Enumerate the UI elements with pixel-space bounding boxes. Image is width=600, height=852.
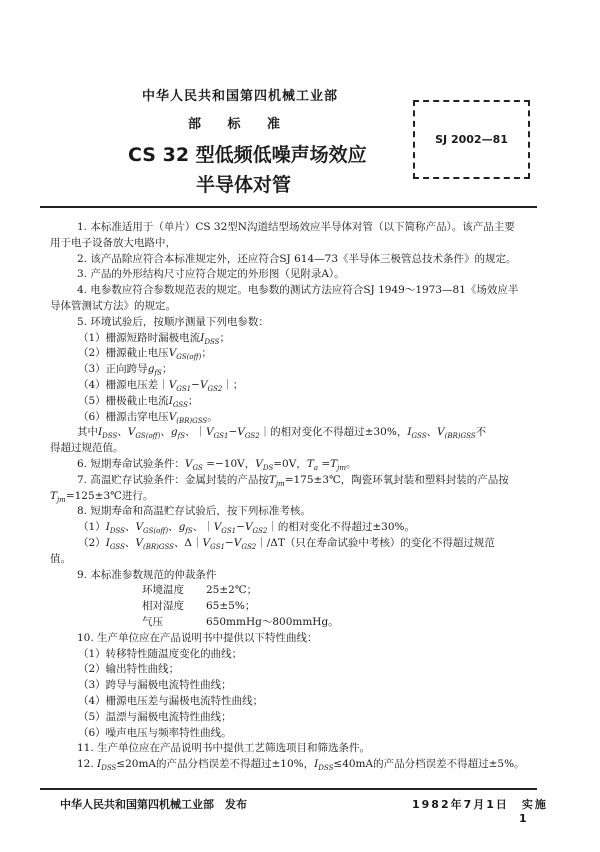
symbol-subscript: GSS (411, 432, 427, 441)
condition-label: 环境温度 (142, 584, 184, 597)
text-run: 导体管测试方法》的规定。 (50, 299, 176, 312)
symbol-subscript: a (313, 464, 319, 473)
symbol-subscript: GS(off) (176, 353, 202, 362)
text-run: （1） (78, 521, 106, 534)
symbol-main: V (202, 536, 211, 549)
text-run: 8. 短期寿命和高温贮存试验后，按下列标准考核。 (77, 505, 311, 518)
symbol (135, 521, 169, 536)
symbol (244, 521, 268, 536)
symbol (135, 536, 174, 552)
symbol-subscript: DSS (318, 764, 334, 773)
text-run: 65±5%； (206, 600, 256, 613)
symbol (233, 536, 257, 552)
symbol (213, 521, 237, 536)
text-run: 4. 电参数应符合参数规范表的规定。电参数的测试方法应符合SJ 1949～1973—81《场效应半 (77, 284, 519, 297)
footer-divider (40, 788, 537, 790)
symbol-subscript: GSS (172, 400, 188, 409)
symbol-main: T (268, 473, 276, 486)
text-run: （3）正向跨导 (78, 363, 148, 376)
text-run: ； (201, 347, 212, 360)
text-run: 12. (77, 758, 98, 771)
text-run: − (224, 536, 234, 549)
page-number: 1 (519, 812, 527, 825)
text-run: 2. 该产品除应符合本标准规定外，还应符合SJ 614—73《半导体三极管总技术条件》的规定。 (77, 252, 517, 265)
symbol-main: V (168, 378, 177, 391)
symbol-main: V (184, 457, 193, 470)
symbol-subscript: (BR)GSS (143, 543, 174, 552)
symbol (314, 758, 334, 773)
symbol-subscript: GS2 (207, 385, 223, 394)
symbol-main: V (199, 378, 208, 391)
text-run: 、 (117, 426, 128, 439)
symbol (97, 758, 117, 773)
text-run: （4）栅源电压差与漏极电流特性曲线； (78, 694, 264, 707)
text-run: =125±3℃进行。 (65, 489, 154, 502)
text-run: − (228, 426, 238, 439)
text-run: 。 (345, 457, 357, 470)
symbol-subscript: DS (262, 464, 274, 473)
body-line (40, 378, 540, 394)
symbol-main: I (97, 758, 102, 771)
body-line (40, 631, 540, 647)
symbol (206, 426, 229, 441)
header-divider (40, 206, 537, 208)
text-run: （5）温漂与漏极电流特性曲线； (78, 710, 232, 723)
symbol-main: g (178, 521, 186, 534)
body-line (40, 346, 540, 362)
symbol-main: g (170, 426, 178, 439)
symbol-subscript: GSS (109, 543, 125, 552)
text-run: =−10V， (202, 457, 256, 470)
symbol (168, 347, 202, 362)
symbol (200, 332, 219, 344)
text-run: 7. 高温贮存试验条件：金属封装的产品按 (77, 473, 269, 486)
symbol-main: V (237, 426, 245, 439)
body-line (40, 662, 540, 678)
symbol (184, 457, 203, 473)
symbol-main: T (50, 489, 58, 502)
text-run: 值。 (50, 552, 71, 565)
text-run: 不 (475, 426, 487, 439)
symbol (50, 490, 66, 502)
symbol-subscript: GS1 (210, 543, 225, 552)
symbol-subscript: jm (275, 479, 285, 488)
body-line (40, 757, 540, 773)
symbol-subscript: GS1 (213, 432, 229, 441)
symbol-subscript: jm (337, 464, 346, 473)
text-run: （6）噪声电压与频率特性曲线。 (78, 726, 232, 739)
symbol-subscript: fS (154, 369, 162, 378)
text-run: 。 (207, 410, 218, 423)
standard-code-box (413, 100, 530, 179)
body-line (40, 741, 540, 757)
body-line (40, 599, 540, 615)
body-line (40, 299, 540, 315)
text-run: ； (161, 363, 173, 376)
body-line (40, 362, 540, 378)
text-run: （1）栅源短路时漏极电流 (78, 331, 201, 344)
body-line (40, 504, 540, 520)
symbol (98, 426, 118, 441)
text-run: ； (219, 331, 230, 344)
symbol-subscript: (BR)GSS (444, 432, 476, 441)
symbol-main: I (314, 758, 319, 771)
symbol-main: V (168, 347, 177, 360)
symbol-subscript: DSS (204, 337, 220, 346)
body-line (40, 410, 540, 426)
symbol-main: V (168, 410, 177, 423)
symbol-main: V (135, 536, 143, 549)
text-run: （2） (78, 536, 106, 549)
symbol (169, 411, 208, 423)
body-line (40, 331, 540, 347)
symbol-main: V (213, 521, 222, 534)
symbol-subscript: DSS (101, 764, 117, 773)
symbol (170, 426, 185, 441)
body-line (40, 583, 540, 599)
symbol-subscript: jm (57, 495, 66, 504)
symbol-main: T (306, 457, 314, 470)
symbol-subscript: GS2 (241, 543, 257, 552)
symbol (105, 536, 125, 552)
symbol-main: I (105, 536, 110, 549)
body-line (40, 315, 540, 331)
body-line (40, 220, 540, 236)
text-run: （6）栅源击穿电压 (78, 410, 169, 423)
symbol-subscript: GS2 (244, 432, 260, 441)
symbol (306, 457, 319, 473)
standard-code: SJ 2002—81 (435, 133, 508, 146)
text-run: ｜的相对变化不得超过±30%。 (267, 521, 416, 534)
symbol (237, 426, 260, 441)
effective-date: 1982年7月1日 实施 (412, 798, 548, 811)
symbol-main: V (206, 426, 214, 439)
text-run: 、 (124, 536, 136, 549)
symbol-subscript: GS (192, 464, 203, 473)
symbol-main: I (105, 521, 110, 534)
symbol-main: V (244, 521, 253, 534)
condition-label: 气压 (142, 615, 163, 628)
body-line (40, 473, 540, 489)
symbol-main: I (98, 426, 103, 439)
symbol (407, 426, 427, 441)
symbol-main: V (233, 536, 242, 549)
body-line (40, 457, 540, 473)
body-line (40, 647, 540, 663)
text-run: （3）跨导与漏极电流特性曲线； (78, 679, 232, 692)
symbol-subscript: DSS (102, 432, 118, 441)
text-run: 9. 本标准参数规范的仲裁条件 (77, 568, 217, 581)
symbol (255, 457, 274, 473)
text-run: ≤20mA的产品分档误差不得超过±10%， (116, 758, 315, 771)
symbol-subscript: fS (177, 432, 185, 441)
text-run: =0V， (273, 457, 307, 470)
body-line (40, 425, 540, 441)
text-run: ｜/ΔT（只在寿命试验中考核）的变化不得超过规范 (256, 536, 495, 549)
text-run: （4）栅源电压差｜ (78, 378, 169, 391)
text-run: 11. 生产单位应在产品说明书中提供工艺筛选项目和筛选条件。 (77, 742, 371, 755)
symbol-subscript: DSS (109, 527, 125, 536)
symbol (169, 395, 188, 407)
symbol (147, 363, 162, 378)
text-run: − (236, 521, 245, 534)
symbol-subscript: (BR)GSS (176, 416, 208, 425)
text-run: ｜的相对变化不得超过±30%， (259, 426, 408, 439)
symbol-main: I (200, 331, 205, 344)
body-line (40, 536, 540, 552)
body-line (40, 568, 540, 584)
symbol (127, 426, 161, 441)
body-line (40, 615, 540, 631)
text-run: 、Δ｜ (173, 536, 203, 549)
body-line (40, 236, 540, 252)
symbol (202, 536, 225, 552)
symbol (199, 378, 223, 394)
symbol-subscript: GS(off) (135, 432, 161, 441)
text-run: （1）转移特性随温度变化的曲线； (78, 647, 243, 660)
body-line (40, 252, 540, 268)
body-line (40, 678, 540, 694)
symbol (330, 457, 346, 473)
text-run: 、 (168, 521, 179, 534)
symbol-subscript: fS (185, 527, 193, 536)
symbol-subscript: GS1 (176, 385, 192, 394)
symbol (437, 426, 476, 441)
text-run: 、 (124, 521, 136, 534)
symbol (178, 521, 193, 536)
symbol-main: g (147, 363, 155, 376)
body-line (40, 520, 540, 536)
text-run: 3. 产品的外形结构尺寸应符合规定的外形图（见附录A）。 (77, 268, 345, 281)
symbol-main: V (437, 426, 445, 439)
document-body (40, 220, 540, 773)
symbol-main: V (255, 457, 263, 470)
body-line (40, 726, 540, 742)
text-run: 、｜ (192, 521, 214, 534)
body-line (40, 710, 540, 726)
text-run: − (191, 378, 200, 391)
symbol-main: T (330, 457, 338, 470)
document-title-line1: CS 32 型低频低噪声场效应 (128, 144, 367, 166)
text-run: 10. 生产单位应在产品说明书中提供以下特性曲线： (77, 631, 318, 644)
text-run: 用于电子设备放大电路中， (50, 236, 176, 249)
symbol-main: V (127, 426, 136, 439)
standard-type: 部 标 准 (188, 117, 281, 132)
text-run: ≤40mA的产品分档误差不得超过±5%。 (333, 758, 525, 771)
text-run: （2）栅源截止电压 (78, 347, 169, 360)
symbol (168, 378, 192, 394)
body-line (40, 694, 540, 710)
condition-label: 相对湿度 (142, 600, 184, 613)
text-run: 5. 环境试验后，按顺序测量下列电参数： (77, 315, 269, 328)
body-line (40, 283, 540, 299)
text-run: （2）输出特性曲线； (78, 663, 180, 676)
text-run: 650mmHg～800mmHg。 (206, 615, 339, 628)
body-line (40, 552, 540, 568)
symbol (269, 474, 285, 486)
text-run: 得超过规范值。 (50, 442, 124, 455)
body-line (40, 267, 540, 283)
text-run: 6. 短期寿命试验条件： (77, 457, 185, 470)
symbol-main: V (135, 521, 144, 534)
text-run: 、 (426, 426, 438, 439)
symbol-subscript: GS1 (221, 527, 237, 536)
text-run: = (318, 457, 331, 470)
text-run: 其中 (77, 426, 98, 439)
symbol (105, 521, 125, 536)
text-run: 1. 本标准适用于（单片）CS 32型N沟道结型场效应半导体对管（以下简称产品）。该产品主要 (77, 221, 515, 233)
body-line (40, 394, 540, 410)
text-run: =175±3℃，陶瓷环氧封装和塑料封装的产品按 (284, 473, 509, 486)
symbol-main: I (168, 394, 173, 407)
text-run: ； (187, 394, 199, 407)
publisher-text: 中华人民共和国第四机械工业部 发布 (60, 798, 247, 811)
document-title-line2: 半导体对管 (196, 174, 292, 196)
text-run: 、 (160, 426, 171, 439)
text-run: ｜； (222, 378, 244, 391)
issuing-organization: 中华人民共和国第四机械工业部 (142, 89, 339, 104)
text-run: （5）栅极截止电流 (78, 394, 169, 407)
symbol-main: I (407, 426, 412, 439)
body-line (40, 441, 540, 457)
text-run: 25±2℃； (206, 584, 258, 597)
text-run: 、｜ (185, 426, 206, 439)
symbol-subscript: GS2 (252, 527, 268, 536)
body-line (40, 489, 540, 505)
symbol-subscript: GS(off) (143, 527, 169, 536)
